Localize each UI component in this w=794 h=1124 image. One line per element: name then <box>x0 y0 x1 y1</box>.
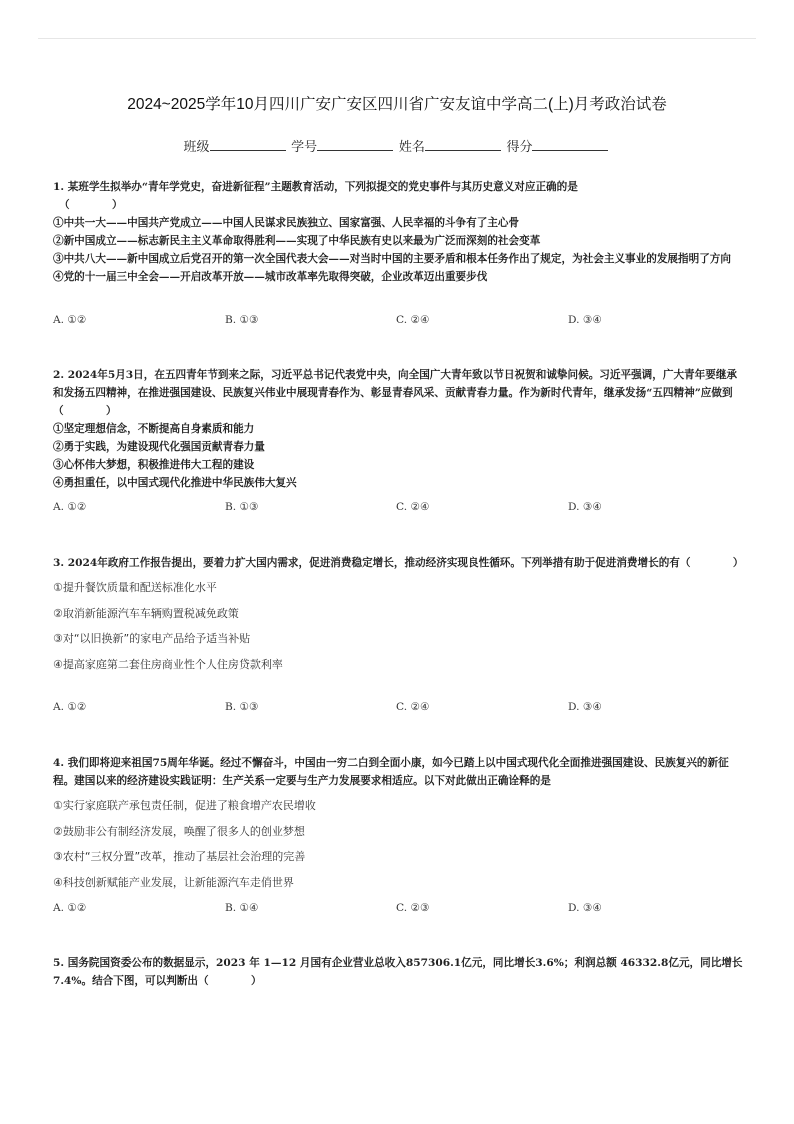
choice-a[interactable]: A. ①② <box>53 314 87 326</box>
choice-a[interactable]: A. ①② <box>53 902 87 914</box>
option-2: ②取消新能源汽车车辆购置税减免政策 <box>53 606 239 620</box>
score-blank[interactable] <box>532 138 608 151</box>
question-stem: 1. 某班学生拟举办“青年学党史，奋进新征程”主题教育活动，下列拟提交的党史事件与其历史意义对应正确的是 <box>53 181 578 193</box>
choice-d[interactable]: D. ③④ <box>568 902 602 914</box>
choice-a[interactable]: A. ①② <box>53 501 87 513</box>
question-2 <box>53 366 743 492</box>
question-stem: 5. 国务院国资委公布的数据显示，2023 年 1—12 月国有企业营业总收入857306.1亿元，同比增长3.6%；利润总额 46332.8亿元，同比增长7.4%。结合下图，可以判断出（ ） <box>53 957 743 987</box>
option-1: ①坚定理想信念，不断提高自身素质和能力 <box>53 423 255 435</box>
student-info-row <box>0 136 794 155</box>
choice-b[interactable]: B. ①③ <box>225 501 259 513</box>
top-divider <box>38 38 756 39</box>
question-3 <box>53 554 743 677</box>
option-3: ③心怀伟大梦想，积极推进伟大工程的建设 <box>53 459 255 471</box>
question-stem: 2. 2024年5月3日，在五四青年节到来之际，习近平总书记代表党中央，向全国广大青年致以节日祝贺和诚挚问候。习近平强调，广大青年要继承和发扬五四精神，在推进强国建设、民族复兴伟业中展现青春作为、彰显青春风采、贡献青春力量。作为新时代青年，继承发扬“五四精神”应做到（ ） <box>53 369 738 417</box>
student-id-blank[interactable] <box>317 138 393 151</box>
choice-c[interactable]: C. ②④ <box>396 501 430 513</box>
question-5 <box>53 954 743 990</box>
question-1 <box>53 178 743 286</box>
question-3-choices <box>53 701 743 717</box>
score-field: 得分 <box>506 136 610 155</box>
option-4: ④勇担重任，以中国式现代化推进中华民族伟大复兴 <box>53 477 297 489</box>
option-2: ②鼓励非公有制经济发展，唤醒了很多人的创业梦想 <box>53 824 305 838</box>
option-4: ④党的十一届三中全会——开启改革开放——城市改革率先取得突破，企业改革迈出重要步伐 <box>53 271 488 283</box>
question-2-choices <box>53 501 743 517</box>
option-3: ③农村“三权分置”改革，推动了基层社会治理的完善 <box>53 850 306 863</box>
option-3: ③对“以旧换新”的家电产品给予适当补贴 <box>53 632 251 645</box>
question-4 <box>53 754 743 895</box>
option-1: ①中共一大——中国共产党成立——中国人民谋求民族独立、国家富强、人民幸福的斗争有了主心骨 <box>53 217 520 229</box>
question-blank: （ ） <box>59 199 123 211</box>
option-4: ④科技创新赋能产业发展，让新能源汽车走俏世界 <box>53 875 294 889</box>
option-1: ①实行家庭联产承包责任制，促进了粮食增产农民增收 <box>53 799 316 812</box>
class-blank[interactable] <box>210 138 286 151</box>
choice-b[interactable]: B. ①④ <box>225 902 259 914</box>
option-2: ②勇于实践，为建设现代化强国贡献青春力量 <box>53 441 265 453</box>
option-4: ④提高家庭第二套住房商业性个人住房贷款利率 <box>53 657 283 671</box>
student-id-field: 学号 <box>291 136 395 155</box>
option-2: ②新中国成立——标志新民主主义革命取得胜利——实现了中华民族有史以来最为广泛而深刻的社会变革 <box>53 235 541 247</box>
exam-title: 2024~2025学年10月四川广安广安区四川省广安友谊中学高二(上)月考政治试卷 <box>127 96 667 113</box>
name-field: 姓名 <box>399 136 503 155</box>
option-1: ①提升餐饮质量和配送标准化水平 <box>53 581 217 594</box>
option-3: ③中共八大——新中国成立后党召开的第一次全国代表大会——对当时中国的主要矛盾和根本任务作出了规定，为社会主义事业的发展指明了方向 <box>53 253 731 265</box>
question-4-choices <box>53 902 743 918</box>
name-blank[interactable] <box>425 138 501 151</box>
choice-c[interactable]: C. ②④ <box>396 314 430 326</box>
choice-d[interactable]: D. ③④ <box>568 701 602 713</box>
choice-a[interactable]: A. ①② <box>53 701 87 713</box>
question-stem: 4. 我们即将迎来祖国75周年华诞。经过不懈奋斗，中国由一穷二白到全面小康，如今已踏上以中国式现代化全面推进强国建设、民族复兴的新征程。建国以来的经济建设实践证明：生产关系一定要与生产力发展要求相适应。以下对此做出正确诠释的是 <box>53 757 729 787</box>
choice-c[interactable]: C. ②④ <box>396 701 430 713</box>
class-field: 班级 <box>184 136 288 155</box>
choice-d[interactable]: D. ③④ <box>568 314 602 326</box>
choice-d[interactable]: D. ③④ <box>568 501 602 513</box>
choice-c[interactable]: C. ②③ <box>396 902 430 914</box>
question-1-choices <box>53 314 743 330</box>
choice-b[interactable]: B. ①③ <box>225 701 259 713</box>
question-stem: 3. 2024年政府工作报告提出，要着力扩大国内需求，促进消费稳定增长，推动经济实现良性循环。下列举措有助于促进消费增长的有（ ） <box>53 557 744 569</box>
choice-b[interactable]: B. ①③ <box>225 314 259 326</box>
